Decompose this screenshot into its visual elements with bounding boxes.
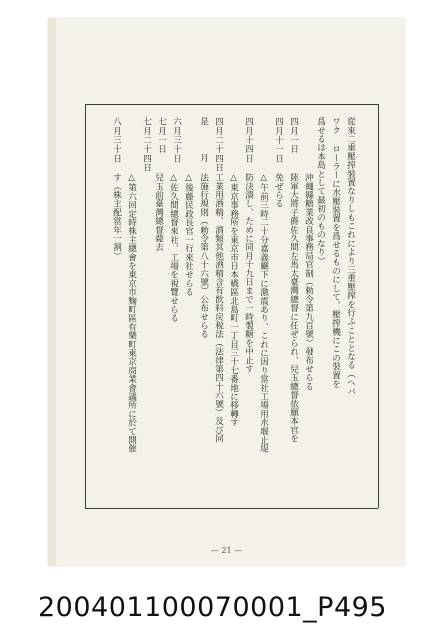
text-column: 爲せるは本島として最初のものなり）	[315, 117, 326, 265]
text-column: △後藤民政長官一行來社せらる	[183, 173, 194, 297]
frame-top-rule	[85, 104, 378, 105]
text-column: △東京事務所を東京市日本橋區北島町一丁目三十七番地に移轉す	[228, 173, 239, 427]
date-label: 是月	[198, 117, 209, 191]
text-column: 法施行規則（勅令第八十六號）公布せらる	[198, 173, 209, 339]
date-label: 七月二十四日	[141, 117, 152, 173]
text-column: 兒玉前臺灣總督薨去	[153, 173, 164, 252]
date-label: 四月十四日	[243, 117, 254, 163]
document-page	[48, 18, 405, 566]
text-column: △佐久間總督來社、工場を視覽せらる	[168, 173, 179, 323]
frame-right-rule	[378, 104, 379, 508]
date-label: 八月三十日	[111, 117, 122, 163]
date-label: 四月二十四日	[213, 117, 224, 173]
page-binding	[48, 18, 56, 566]
text-column: △午前三時二十分嘉義廳下に激震あり、これに因り當社工場用水堰止堤	[258, 173, 269, 453]
date-label: 六月三十日	[171, 117, 182, 163]
frame-left-rule	[85, 104, 86, 508]
frame-bottom-rule	[85, 508, 378, 509]
date-label: 四月一日	[288, 117, 299, 154]
text-column: △第六回定時株主總會を東京市麴町區有樂町東京商業會議所に於て開催	[126, 173, 137, 453]
text-column: 陸軍大將子爵佐久間左馬太臺灣總督に任ぜられ、兒玉總督依願本官を	[288, 173, 299, 443]
image-id-caption: 200401100070001_P495	[38, 592, 387, 623]
text-column: 工業用酒精、酒類其他酒精含有飲料戻稅法（法律第四十六號）及び同	[213, 173, 224, 443]
date-label: 七月一日	[156, 117, 167, 154]
text-column: 免ぜらる	[273, 173, 284, 208]
text-column: す（株主配當年一割）	[111, 173, 122, 260]
date-label: 四月十一日	[273, 117, 284, 163]
text-column: 防決潰し、ために同月十九日まで一時製糖を中止す	[243, 173, 254, 374]
text-column: ワク ローラーに水壓裝置を爲せるものにして、壓搾機にこの裝置を	[330, 117, 341, 389]
text-column: 從來二重壓搾裝置なりしもこれにより三重壓搾を行ふこととなる（ヘバ	[345, 117, 356, 396]
text-column: 沖繩縣糖業改良事務局官制（勅令第九百號）發布せらる	[303, 173, 314, 391]
page-number: — 21 —	[210, 546, 243, 555]
